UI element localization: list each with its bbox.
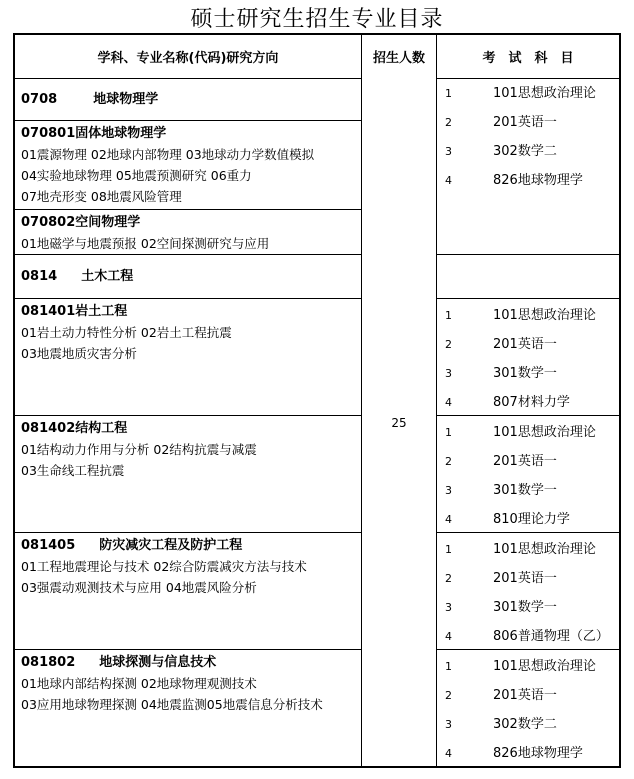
major-row — [15, 298, 361, 416]
enrollment-count: 25 — [391, 416, 407, 430]
exam-group — [436, 649, 619, 766]
exam-item: 4 826地球物理学 — [445, 746, 583, 761]
direction-line: 03生命线工程抗震 — [21, 463, 125, 478]
exam-item: 2 201英语一 — [445, 454, 557, 469]
discipline-name: 地球物理学 — [93, 92, 159, 107]
exam-item: 1 101思想政治理论 — [445, 542, 596, 557]
exam-group — [436, 415, 619, 533]
major-row — [15, 649, 361, 766]
direction-line: 03地震地质灾害分析 — [21, 346, 137, 361]
exam-item: 1 101思想政治理论 — [445, 659, 596, 674]
major-name: 岩土工程 — [75, 304, 128, 319]
exam-item: 4 807材料力学 — [445, 395, 570, 410]
direction-line: 03强震动观测技术与应用 04地震风险分析 — [21, 580, 257, 595]
discipline-row — [15, 79, 361, 122]
major-code: 081405 — [21, 538, 76, 553]
major-code: 070802 — [21, 215, 76, 230]
discipline-code: 0708 — [21, 92, 58, 107]
exam-group — [436, 79, 619, 254]
major-name: 结构工程 — [75, 421, 128, 436]
direction-line: 01岩土动力特性分析 02岩土工程抗震 — [21, 325, 232, 340]
major-name: 地球探测与信息技术 — [99, 655, 217, 670]
major-code: 081802 — [21, 655, 76, 670]
major-name: 空间物理学 — [75, 215, 141, 230]
major-code: 081402 — [21, 421, 76, 436]
major-row — [15, 209, 361, 255]
exam-item: 3 301数学一 — [445, 366, 557, 381]
exam-item: 2 201英语一 — [445, 571, 557, 586]
exam-item: 1 101思想政治理论 — [445, 425, 596, 440]
exam-group-empty — [436, 254, 619, 299]
exam-group — [436, 532, 619, 650]
major-name: 防灾减灾工程及防护工程 — [99, 538, 243, 553]
exam-group — [436, 298, 619, 416]
direction-line: 03应用地球物理探测 04地震监测05地震信息分析技术 — [21, 697, 323, 712]
direction-line: 04实验地球物理 05地震预测研究 06重力 — [21, 168, 252, 183]
direction-line: 07地壳形变 08地震风险管理 — [21, 189, 182, 204]
direction-line: 01结构动力作用与分析 02结构抗震与减震 — [21, 442, 257, 457]
divider — [436, 35, 437, 78]
exam-item: 4 826地球物理学 — [445, 173, 583, 188]
major-code: 081401 — [21, 304, 76, 319]
header-major: 学科、专业名称(代码)研究方向 — [97, 51, 279, 66]
header-exams: 考 试 科 目 — [482, 51, 574, 66]
exam-item: 3 301数学一 — [445, 600, 557, 615]
direction-line: 01地球内部结构探测 02地球物理观测技术 — [21, 676, 257, 691]
exam-item: 3 302数学二 — [445, 717, 557, 732]
major-row — [15, 415, 361, 533]
exam-item: 4 810理论力学 — [445, 512, 570, 527]
discipline-name: 土木工程 — [81, 269, 134, 284]
exam-item: 4 806普通物理（乙） — [445, 629, 609, 644]
exam-item: 1 101思想政治理论 — [445, 308, 596, 323]
exam-item: 3 301数学一 — [445, 483, 557, 498]
exam-item: 1 101思想政治理论 — [445, 86, 596, 101]
exam-item: 2 201英语一 — [445, 337, 557, 352]
discipline-row — [15, 254, 361, 299]
catalog-table — [13, 33, 621, 768]
major-name: 固体地球物理学 — [75, 126, 167, 141]
discipline-code: 0814 — [21, 269, 58, 284]
exam-item: 2 201英语一 — [445, 688, 557, 703]
direction-line: 01地磁学与地震预报 02空间探测研究与应用 — [21, 236, 270, 251]
major-row — [15, 120, 361, 210]
divider — [361, 35, 362, 766]
exam-item: 2 201英语一 — [445, 115, 557, 130]
direction-line: 01震源物理 02地球内部物理 03地球动力学数值模拟 — [21, 147, 315, 162]
direction-line: 01工程地震理论与技术 02综合防震减灾方法与技术 — [21, 559, 307, 574]
exam-item: 3 302数学二 — [445, 144, 557, 159]
major-code: 070801 — [21, 126, 76, 141]
major-row — [15, 532, 361, 650]
header-enrollment: 招生人数 — [372, 51, 425, 66]
page-title: 硕士研究生招生专业目录 — [190, 7, 444, 32]
